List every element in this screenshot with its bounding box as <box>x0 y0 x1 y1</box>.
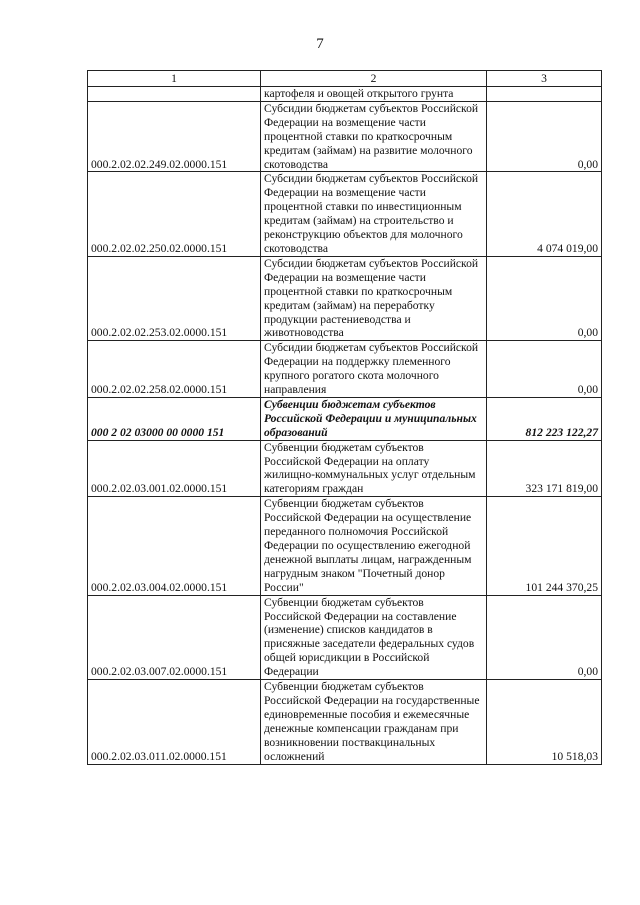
budget-amount: 0,00 <box>487 595 602 679</box>
budget-code: 000 2 02 03000 00 0000 151 <box>88 397 261 440</box>
budget-amount: 0,00 <box>487 101 602 172</box>
budget-description: Субсидии бюджетам субъектов Российской Федерации на возмещение части процентной ставки по краткосрочным кредитам (займам) на переработку продукции растениеводства и животноводства <box>261 256 487 340</box>
budget-amount: 4 074 019,00 <box>487 172 602 256</box>
column-header: 1 <box>88 71 261 87</box>
budget-amount: 10 518,03 <box>487 680 602 764</box>
budget-table <box>87 70 602 765</box>
budget-description: картофеля и овощей открытого грунта <box>261 87 487 102</box>
budget-amount <box>487 87 602 102</box>
table-row <box>88 87 602 102</box>
column-header: 2 <box>261 71 487 87</box>
table-row <box>88 680 602 764</box>
budget-code: 000.2.02.03.011.02.0000.151 <box>88 680 261 764</box>
budget-amount: 323 171 819,00 <box>487 440 602 497</box>
table-row <box>88 440 602 497</box>
budget-amount: 0,00 <box>487 256 602 340</box>
budget-code: 000.2.02.03.007.02.0000.151 <box>88 595 261 679</box>
table-row <box>88 497 602 595</box>
budget-description: Субвенции бюджетам субъектов Российской Федерации и муниципальных образований <box>261 397 487 440</box>
table-row-subtotal <box>88 397 602 440</box>
budget-code: 000.2.02.03.004.02.0000.151 <box>88 497 261 595</box>
budget-amount: 812 223 122,27 <box>487 397 602 440</box>
budget-description: Субвенции бюджетам субъектов Российской Федерации на осуществление переданного полномочия Российской Федерации по осуществлению ежегодной денежной выплаты лицам, награжденным нагрудным знаком "Почетный донор России" <box>261 497 487 595</box>
budget-code: 000.2.02.03.001.02.0000.151 <box>88 440 261 497</box>
table-row <box>88 341 602 398</box>
budget-code: 000.2.02.02.258.02.0000.151 <box>88 341 261 398</box>
budget-description: Субсидии бюджетам субъектов Российской Федерации на возмещение части процентной ставки по краткосрочным кредитам (займам) на развитие молочного скотоводства <box>261 101 487 172</box>
budget-code <box>88 87 261 102</box>
budget-code: 000.2.02.02.249.02.0000.151 <box>88 101 261 172</box>
budget-code: 000.2.02.02.253.02.0000.151 <box>88 256 261 340</box>
table-row <box>88 172 602 256</box>
budget-description: Субсидии бюджетам субъектов Российской Федерации на возмещение части процентной ставки по инвестиционным кредитам (займам) на строительство и реконструкцию объектов для молочного скотоводства <box>261 172 487 256</box>
table-header-row <box>88 71 602 87</box>
budget-description: Субвенции бюджетам субъектов Российской Федерации на государственные единовременные пособия и ежемесячные денежные компенсации гражданам при возникновении поствакцинальных осложнений <box>261 680 487 764</box>
budget-code: 000.2.02.02.250.02.0000.151 <box>88 172 261 256</box>
table-row <box>88 101 602 172</box>
page-number: 7 <box>316 36 324 52</box>
table-row <box>88 256 602 340</box>
budget-description: Субсидии бюджетам субъектов Российской Федерации на поддержку племенного крупного рогатого скота молочного направления <box>261 341 487 398</box>
budget-amount: 101 244 370,25 <box>487 497 602 595</box>
table-row <box>88 595 602 679</box>
budget-amount: 0,00 <box>487 341 602 398</box>
budget-description: Субвенции бюджетам субъектов Российской Федерации на оплату жилищно-коммунальных услуг отдельным категориям граждан <box>261 440 487 497</box>
column-header: 3 <box>487 71 602 87</box>
budget-description: Субвенции бюджетам субъектов Российской Федерации на составление (изменение) списков кандидатов в присяжные заседатели федеральных судов общей юрисдикции в Российской Федерации <box>261 595 487 679</box>
